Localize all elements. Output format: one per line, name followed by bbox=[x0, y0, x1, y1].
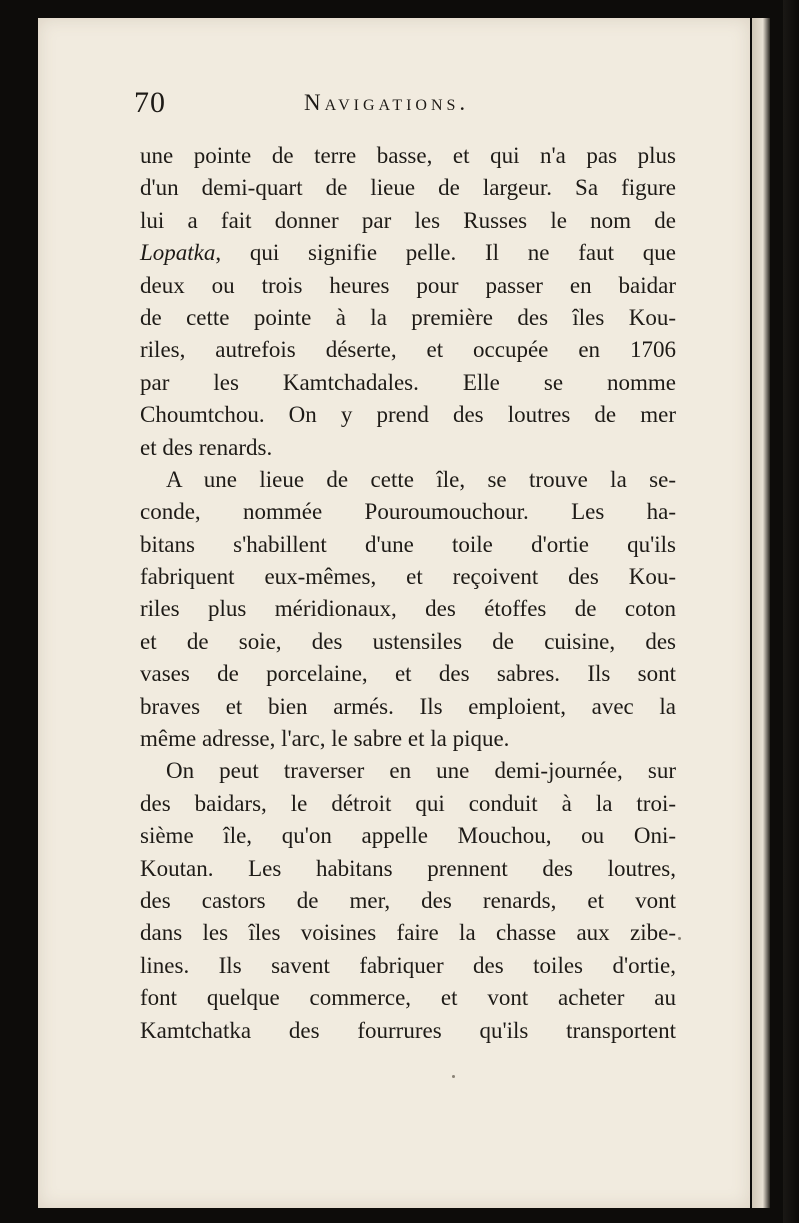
paper-speck bbox=[452, 1075, 455, 1078]
line-rest: , qui signifie pelle. Il ne faut que bbox=[215, 240, 676, 266]
italic-word: Lopatka bbox=[140, 240, 216, 266]
text-line: font quelque commerce, et vont acheter au bbox=[140, 985, 676, 1011]
text-line: Kamtchatka des fourrures qu'ils transportent bbox=[140, 1017, 676, 1043]
text-line: sième île, qu'on appelle Mouchou, ou Oni- bbox=[140, 823, 676, 849]
text-line: Choumtchou. On y prend des loutres de mer bbox=[140, 402, 676, 428]
running-head bbox=[134, 72, 674, 119]
text-line: deux ou trois heures pour passer en baidar bbox=[140, 272, 676, 298]
page-edge bbox=[752, 18, 770, 1208]
text-line: Koutan. Les habitans prennent des loutres, bbox=[140, 855, 676, 881]
text-line: braves et bien armés. Ils emploient, avec la bbox=[140, 693, 676, 719]
text-line: lines. Ils savent fabriquer des toiles d'ortie, bbox=[140, 952, 676, 978]
text-line: conde, nommée Pouroumouchour. Les ha- bbox=[140, 499, 676, 525]
text-line: par les Kamtchadales. Elle se nomme bbox=[140, 369, 676, 395]
text-line: et de soie, des ustensiles de cuisine, des bbox=[140, 628, 676, 654]
text-line: même adresse, l'arc, le sabre et la pique. bbox=[140, 726, 510, 752]
text-line: riles, autrefois déserte, et occupée en 1706 bbox=[140, 337, 676, 363]
text-line: une pointe de terre basse, et qui n'a pas plus bbox=[140, 143, 676, 168]
text-line: A une lieue de cette île, se trouve la se- bbox=[166, 466, 676, 492]
text-line: de cette pointe à la première des îles Kou- bbox=[140, 304, 676, 330]
text-line: dans les îles voisines faire la chasse aux zibe- bbox=[140, 920, 676, 946]
text-line: des baidars, le détroit qui conduit à la troi- bbox=[140, 790, 676, 816]
text-line: bitans s'habillent d'une toile d'ortie qu'ils bbox=[140, 531, 676, 557]
text-line: vases de porcelaine, et des sabres. Ils sont bbox=[140, 661, 676, 687]
page-number: 70 bbox=[134, 86, 166, 119]
text-line: fabriquent eux-mêmes, et reçoivent des Kou- bbox=[140, 564, 676, 590]
text-line: d'un demi-quart de lieue de largeur. Sa figure bbox=[140, 175, 676, 201]
paper-speck bbox=[678, 937, 681, 940]
binding-edge bbox=[783, 0, 799, 1223]
text-line: On peut traverser en une demi-journée, sur bbox=[166, 758, 676, 784]
running-title: Navigations. bbox=[304, 90, 470, 115]
text-line: lui a fait donner par les Russes le nom de bbox=[140, 207, 676, 233]
text-line bbox=[140, 237, 676, 269]
text-line: et des renards. bbox=[140, 434, 273, 460]
body-text bbox=[140, 140, 676, 1047]
text-line: des castors de mer, des renards, et vont bbox=[140, 887, 676, 913]
text-line: riles plus méridionaux, des étoffes de coton bbox=[140, 596, 676, 622]
